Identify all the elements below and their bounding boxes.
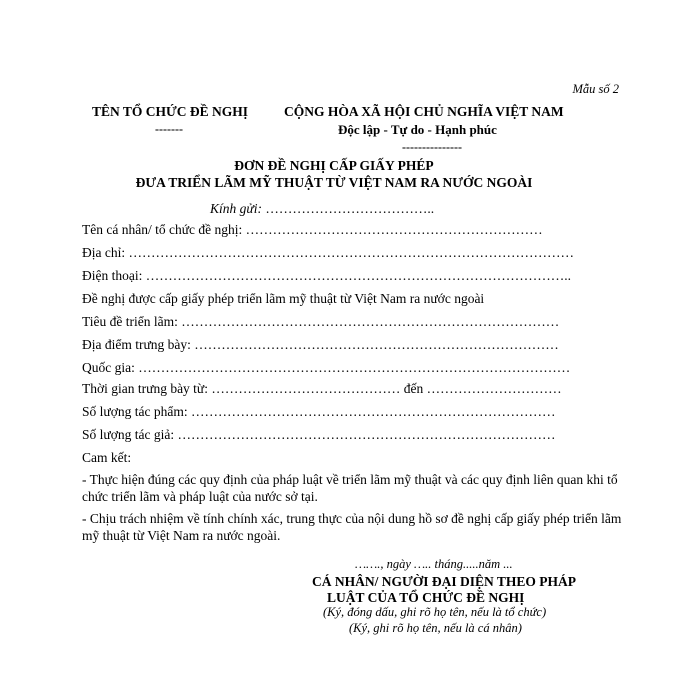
field-applicant-name: Tên cá nhân/ tổ chức đề nghị: ………………………………………………………… [82, 222, 543, 237]
signatory-title-line-1: CÁ NHÂN/ NGƯỜI ĐẠI DIỆN THEO PHÁP [312, 574, 577, 589]
commitment-item-1: - Thực hiện đúng các quy định của pháp luật về triển lãm mỹ thuật và các quy định liên quan khi tổ chức triển lãm và pháp luật của nước sở tại. [82, 472, 618, 504]
form-number: Mẫu số 2 [572, 82, 619, 96]
addressee-label: Kính gửi: [210, 201, 262, 216]
addressee-blank: ……………………………….. [262, 201, 435, 216]
field-exhibition-venue: Địa điểm trưng bày: ……………………………………………………………………… [82, 337, 559, 352]
field-exhibition-period: Thời gian trưng bày từ: …………………………………… đến ………………………… [82, 381, 562, 396]
organization-name: TÊN TỔ CHỨC ĐỀ NGHỊ [92, 104, 249, 119]
motto-divider: --------------- [402, 140, 462, 154]
signature-date-line: ……., ngày ….. tháng.....năm ... [355, 557, 513, 571]
commitment-item-2: - Chịu trách nhiệm về tính chính xác, trung thực của nội dung hồ sơ đề nghị cấp giấy phép triển lãm mỹ thuật từ Việt Nam ra nước ngoài. [82, 511, 622, 543]
commitment-label: Cam kết: [82, 450, 132, 465]
addressee-line [210, 201, 434, 217]
request-statement: Đề nghị được cấp giấy phép triển lãm mỹ thuật từ Việt Nam ra nước ngoài [82, 291, 485, 306]
document-title-line-1: ĐƠN ĐỀ NGHỊ CẤP GIẤY PHÉP [234, 158, 434, 173]
organization-divider: ------- [155, 122, 183, 136]
national-motto: Độc lập - Tự do - Hạnh phúc [338, 122, 497, 137]
field-exhibition-title: Tiêu đề triển lãm: ………………………………………………………………………… [82, 314, 560, 329]
document-title-line-2: ĐƯA TRIỂN LÃM MỸ THUẬT TỪ VIỆT NAM RA NƯỚC NGOÀI [135, 175, 533, 190]
field-artwork-count: Số lượng tác phẩm: ……………………………………………………………………… [82, 404, 556, 419]
field-phone: Điện thoại: ………………………………………………………………………………….. [82, 268, 571, 283]
field-country: Quốc gia: …………………………………………………………………………………… [82, 360, 571, 375]
signatory-title-line-2: LUẬT CỦA TỔ CHỨC ĐỀ NGHỊ [327, 590, 525, 605]
field-artist-count: Số lượng tác giả: ………………………………………………………………………… [82, 427, 556, 442]
signature-note-individual: (Ký, ghi rõ họ tên, nếu là cá nhân) [349, 621, 522, 635]
signature-note-organization: (Ký, đóng dấu, ghi rõ họ tên, nếu là tổ chức) [323, 605, 547, 619]
field-address: Địa chỉ: ……………………………………………………………………………………… [82, 245, 574, 260]
national-title: CỘNG HÒA XÃ HỘI CHỦ NGHĨA VIỆT NAM [284, 104, 564, 119]
